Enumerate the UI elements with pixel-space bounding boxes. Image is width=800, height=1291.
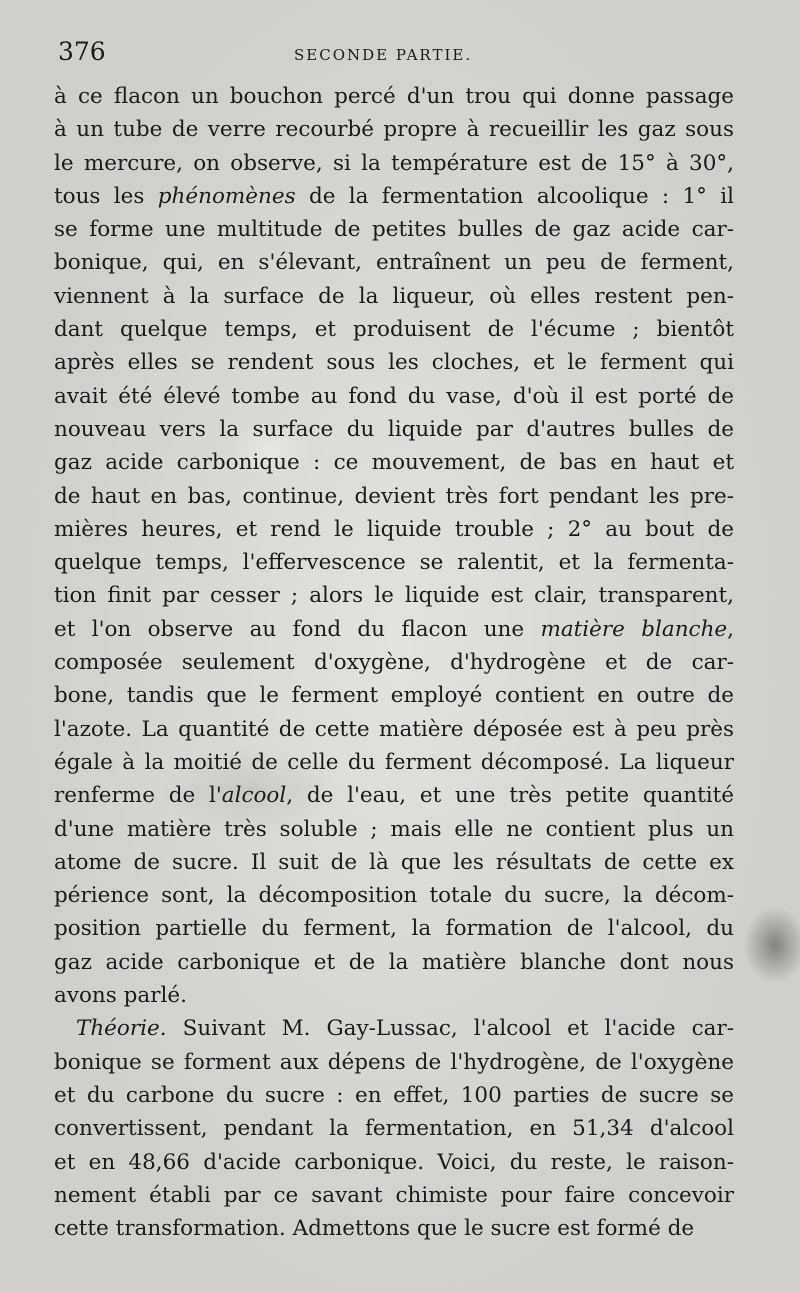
text-line: le mercure, on observe, si la température est de 15° à 30°, — [54, 150, 734, 176]
text-line: d'une matière très soluble ; mais elle ne contient plus un — [54, 816, 734, 842]
italic-term: Théorie. — [76, 1016, 167, 1042]
page-number: 376 — [58, 37, 106, 66]
text-line: position partielle du ferment, la formation de l'alcool, du — [54, 916, 734, 942]
text-line: égale à la moitié de celle du ferment décomposé. La liqueur — [54, 749, 734, 775]
text-line: bonique, qui, en s'élevant, entraînent un peu de ferment, — [54, 250, 734, 276]
text-line: dant quelque temps, et produisent de l'écume ; bientôt — [54, 317, 734, 343]
text-line: quelque temps, l'effervescence se ralentit, et la fermenta- — [54, 550, 734, 576]
text-line: se forme une multitude de petites bulles de gaz acide car- — [54, 217, 734, 243]
italic-term: phénomènes — [157, 183, 296, 209]
text-line: bonique se forment aux dépens de l'hydrogène, de l'oxygène — [54, 1049, 734, 1075]
text-line: composée seulement d'oxygène, d'hydrogène et de car- — [54, 650, 734, 676]
text-line: gaz acide carbonique : ce mouvement, de bas en haut et — [54, 450, 734, 476]
text-line: et en 48,66 d'acide carbonique. Voici, du reste, le raison- — [54, 1149, 734, 1175]
text-line: bone, tandis que le ferment employé contient en outre de — [54, 683, 734, 709]
text-line: à ce flacon un bouchon percé d'un trou qui donne passage — [54, 84, 734, 109]
text-line: et du carbone du sucre : en effet, 100 parties de sucre se — [54, 1082, 734, 1108]
text-line: avait été élevé tombe au fond du vase, d'où il est porté de — [54, 383, 734, 409]
text-line: l'azote. La quantité de cette matière déposée est à peu près — [54, 716, 734, 742]
text-line: nouveau vers la surface du liquide par d'autres bulles de — [54, 416, 734, 442]
text-line: renferme de l'alcool, de l'eau, et une très petite quantité — [54, 783, 734, 809]
body-text — [54, 80, 734, 1245]
page-header — [58, 36, 738, 76]
text-line: à un tube de verre recourbé propre à recueillir les gaz sous — [54, 117, 734, 143]
text-line: après elles se rendent sous les cloches, et le ferment qui — [54, 350, 734, 376]
italic-term: alcool — [221, 783, 287, 809]
running-title: SECONDE PARTIE. — [294, 46, 473, 64]
text-line: nement établi par ce savant chimiste pour faire concevoir — [54, 1182, 734, 1208]
text-line: Théorie. Suivant M. Gay-Lussac, l'alcool et l'acide car- — [76, 1016, 734, 1042]
text-line: gaz acide carbonique et de la matière blanche dont nous — [54, 949, 734, 975]
text-line: tous les phénomènes de la fermentation alcoolique : 1° il — [54, 183, 734, 209]
text-line: avons parlé. — [54, 983, 187, 1009]
text-line: de haut en bas, continue, devient très fort pendant les pre- — [54, 483, 734, 509]
italic-term: matière blanche — [540, 616, 728, 642]
text-line: périence sont, la décomposition totale du sucre, la décom- — [54, 883, 734, 909]
text-line: tion finit par cesser ; alors le liquide est clair, transparent, — [54, 583, 734, 609]
text-line: viennent à la surface de la liqueur, où elles restent pen- — [54, 283, 734, 309]
text-line: atome de sucre. Il suit de là que les résultats de cette ex — [54, 849, 734, 875]
text-line: convertissent, pendant la fermentation, en 51,34 d'alcool — [54, 1116, 734, 1142]
text-line: et l'on observe au fond du flacon une matière blanche, — [54, 616, 734, 642]
text-line: cette transformation. Admettons que le sucre est formé de — [54, 1216, 695, 1242]
text-line: mières heures, et rend le liquide trouble ; 2° au bout de — [54, 516, 734, 542]
